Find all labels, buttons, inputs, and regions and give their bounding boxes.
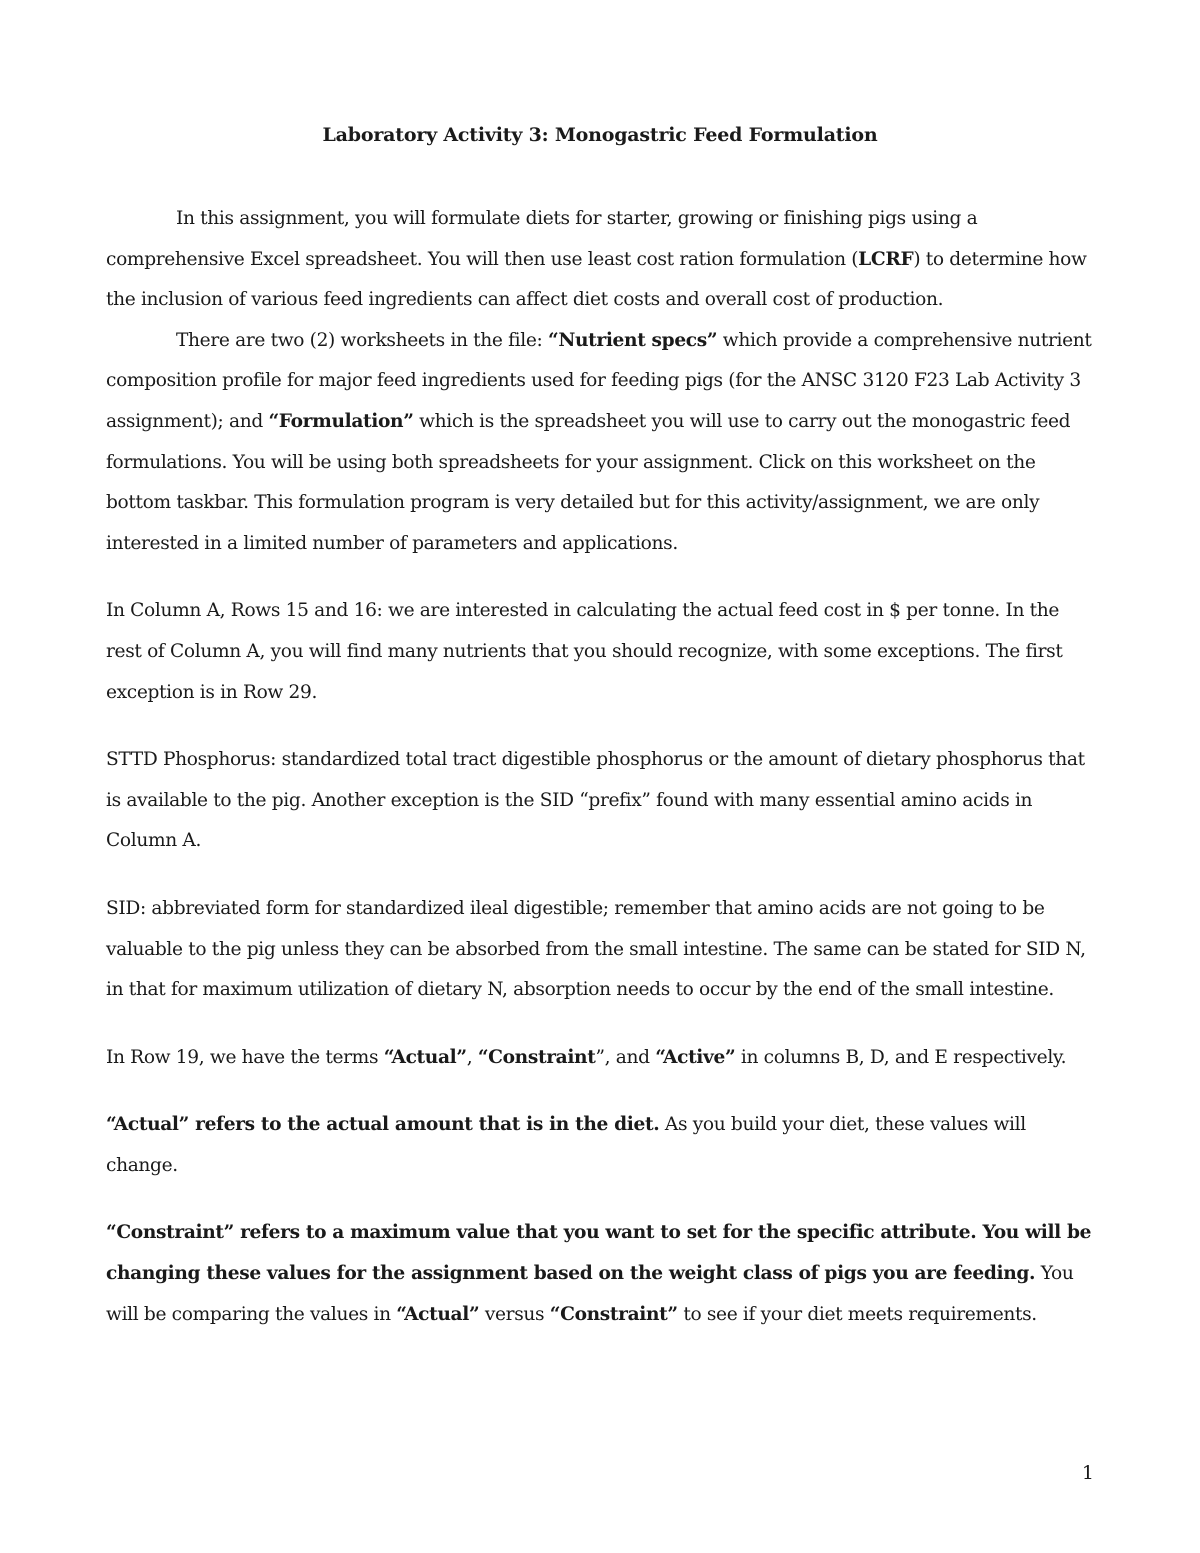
text-run: You will be comparing the values in <box>106 1263 1074 1325</box>
text-run: As you build your diet, these values will change. <box>106 1114 1026 1176</box>
paragraph-actual <box>106 1105 1096 1186</box>
bold-run: LCRF <box>858 248 914 270</box>
paragraph-worksheets <box>106 321 1096 565</box>
bold-run: “Constraint” <box>549 1303 678 1325</box>
text-run: to see if your diet meets requirements. <box>677 1303 1037 1325</box>
bold-run: “Constraint” refers to a maximum value that you want to set for the specific attribute. You will be changing these values for the assignment based on the weight class of pigs you are feeding. <box>106 1222 1092 1285</box>
text-run: which provide a comprehensive nutrient composition profile for major feed ingredients used for feeding pigs (for the ANSC 3120 F23 Lab Activity 3 assignment); and <box>106 329 1092 432</box>
bold-run: “Actual” refers to the actual amount that is in the diet. <box>106 1114 660 1136</box>
bold-run: “Formulation” <box>268 410 414 432</box>
paragraph-row-19 <box>106 1038 1096 1079</box>
text-run: ”, and <box>595 1046 656 1068</box>
paragraph-intro <box>106 199 1096 321</box>
paragraph-sttd-phosphorus: STTD Phosphorus: standardized total tract digestible phosphorus or the amount of dietary phosphorus that is available to the pig. Another exception is the SID “prefix” found with many essential amino acids in Column A. <box>106 749 1085 852</box>
paragraph-sid: SID: abbreviated form for standardized ileal digestible; remember that amino acids are not going to be valuable to the pig unless they can be absorbed from the small intestine. The same can be stated for SID N, in that for maximum utilization of dietary N, absorption needs to occur by the end of the small intestine. <box>106 897 1086 1001</box>
text-run: , <box>466 1046 478 1068</box>
document-title: Laboratory Activity 3: Monogastric Feed Formulation <box>322 124 878 146</box>
text-run: In Row 19, we have the terms <box>106 1046 384 1068</box>
text-run: ) to determine how the inclusion of various feed ingredients can affect diet costs and overall cost of production. <box>106 248 1087 311</box>
paragraph-column-a: In Column A, Rows 15 and 16: we are interested in calculating the actual feed cost in $ per tonne. In the rest of Column A, you will find many nutrients that you should recognize, with some exceptions. The first exception is in Row 29. <box>106 600 1063 703</box>
bold-run: “Actual” <box>396 1303 480 1325</box>
page-number: 1 <box>1081 1462 1094 1484</box>
bold-run: “Actual” <box>383 1046 467 1068</box>
bold-run: “Constraint <box>477 1046 596 1068</box>
text-run: which is the spreadsheet you will use to carry out the monogastric feed formulations. You will be using both spreadsheets for your assignment. Click on this worksheet on the bottom taskbar. This formulation program is very detailed but for this activity/assignment, we are only interested in a limited number of parameters and applications. <box>106 410 1071 554</box>
document-body <box>106 199 1096 1335</box>
text-run: in columns B, D, and E respectively. <box>735 1046 1067 1068</box>
paragraph-constraint <box>106 1213 1096 1335</box>
bold-run: “Active” <box>655 1046 736 1068</box>
text-run: versus <box>479 1303 550 1325</box>
text-run: There are two (2) worksheets in the file: <box>176 329 548 351</box>
text-run: In this assignment, you will formulate diets for starter, growing or finishing pigs using a comprehensive Excel spreadsheet. You will then use least cost ration formulation ( <box>106 208 978 270</box>
bold-run: “Nutrient specs” <box>547 329 718 351</box>
